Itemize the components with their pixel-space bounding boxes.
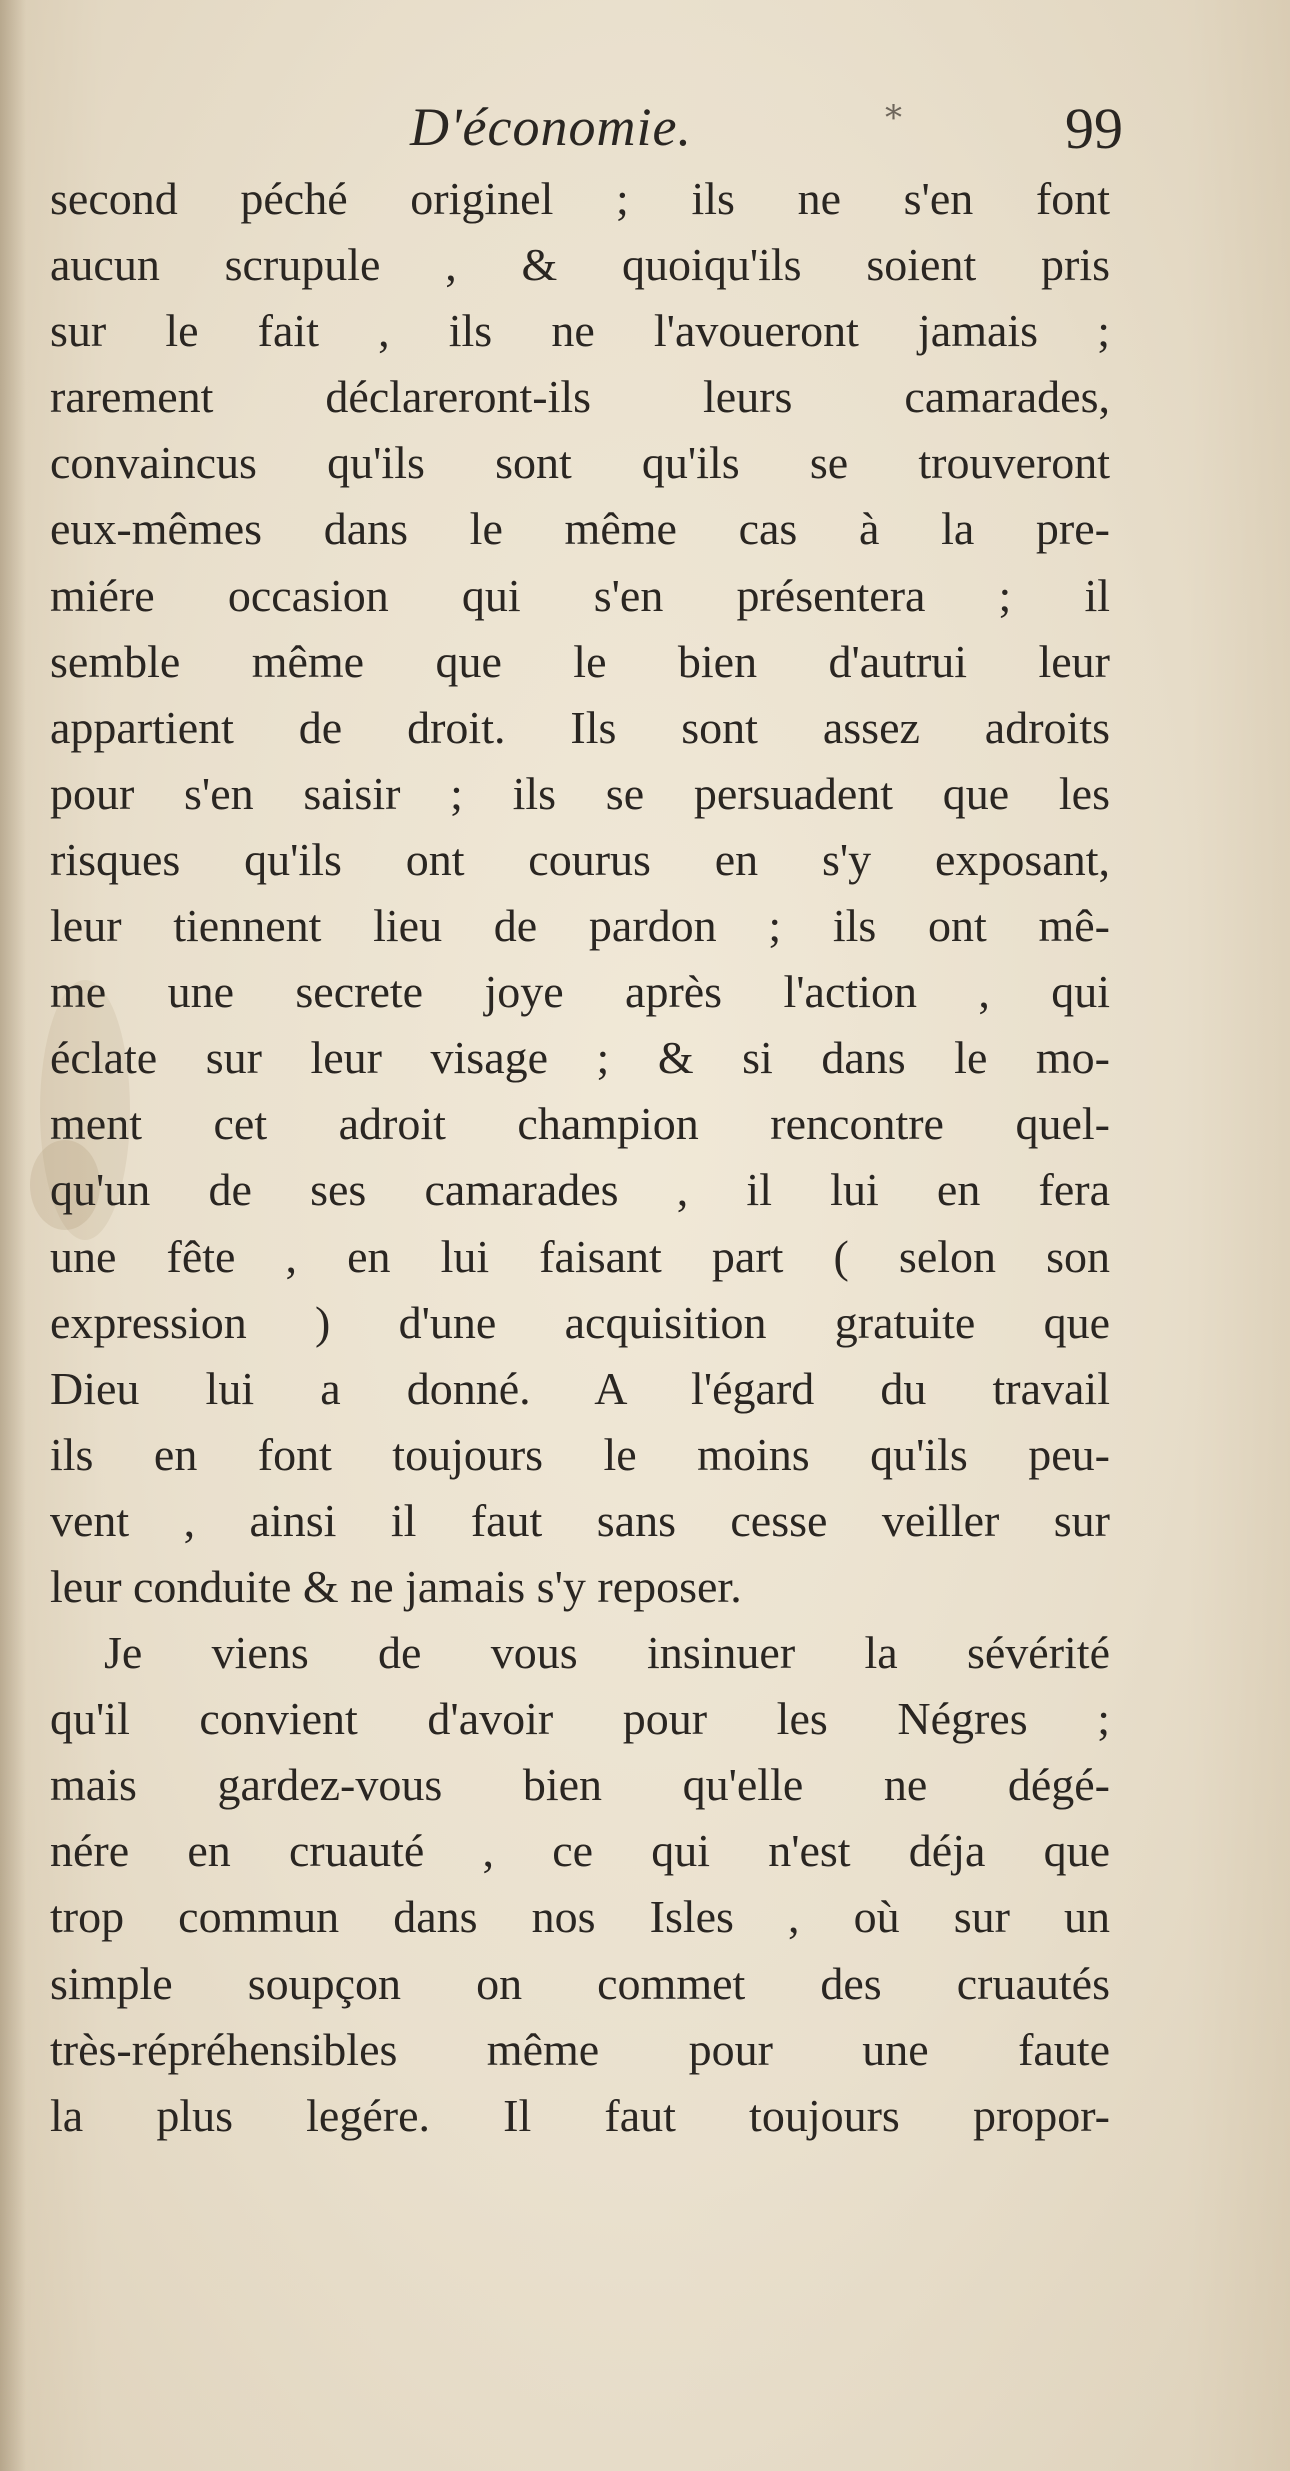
text-line: miére occasion qui s'en présentera ; il xyxy=(50,569,1110,621)
text-line: convaincus qu'ils sont qu'ils se trouveront xyxy=(50,437,1110,489)
text-line: trop commun dans nos Isles , où sur un xyxy=(50,1891,1110,1943)
text-line: très-répréhensibles même pour une faute xyxy=(50,2023,1110,2075)
text-line: éclate sur leur visage ; & si dans le mo- xyxy=(50,1032,1110,1084)
text-line: me une secrete joye après l'action , qui xyxy=(50,966,1110,1018)
text-line: eux-mêmes dans le même cas à la pre- xyxy=(50,503,1110,555)
spine-shadow xyxy=(0,0,26,2471)
text-line: Dieu lui a donné. A l'égard du travail xyxy=(50,1362,1110,1414)
text-line: la plus legére. Il faut toujours propor- xyxy=(50,2089,1110,2141)
text-line: nére en cruauté , ce qui n'est déja que xyxy=(50,1825,1110,1877)
running-head xyxy=(50,92,1123,172)
text-line: aucun scrupule , & quoiqu'ils soient pris xyxy=(50,239,1110,291)
text-line: une fête , en lui faisant part ( selon son xyxy=(50,1230,1110,1282)
text-line: leur conduite & ne jamais s'y reposer. xyxy=(50,1560,742,1612)
text-line: simple soupçon on commet des cruautés xyxy=(50,1957,1110,2009)
page-number: 99 xyxy=(1065,96,1123,161)
ornament-mark: * xyxy=(885,98,902,138)
text-line: qu'un de ses camarades , il lui en fera xyxy=(50,1164,1110,1216)
text-line: appartient de droit. Ils sont assez adroits xyxy=(50,701,1110,753)
text-line: mais gardez-vous bien qu'elle ne dégé- xyxy=(50,1759,1110,1811)
body-text xyxy=(50,166,1110,2149)
text-line: qu'il convient d'avoir pour les Négres ; xyxy=(50,1693,1110,1745)
text-line: ils en font toujours le moins qu'ils peu- xyxy=(50,1428,1110,1480)
text-line: vent , ainsi il faut sans cesse veiller sur xyxy=(50,1494,1110,1546)
text-line: expression ) d'une acquisition gratuite que xyxy=(50,1296,1110,1348)
text-line: leur tiennent lieu de pardon ; ils ont mê- xyxy=(50,900,1110,952)
text-line: sur le fait , ils ne l'avoueront jamais ; xyxy=(50,305,1110,357)
text-line: pour s'en saisir ; ils se persuadent que les xyxy=(50,767,1110,819)
text-line: ment cet adroit champion rencontre quel- xyxy=(50,1098,1110,1150)
text-line: rarement déclareront-ils leurs camarades, xyxy=(50,371,1110,423)
running-head-title: D'économie. xyxy=(410,97,692,157)
text-line-paragraph-start: Je viens de vous insinuer la sévérité xyxy=(104,1627,1110,1679)
text-line: second péché originel ; ils ne s'en font xyxy=(50,173,1110,224)
text-line: semble même que le bien d'autrui leur xyxy=(50,635,1110,687)
text-line: risques qu'ils ont courus en s'y exposant, xyxy=(50,833,1110,885)
